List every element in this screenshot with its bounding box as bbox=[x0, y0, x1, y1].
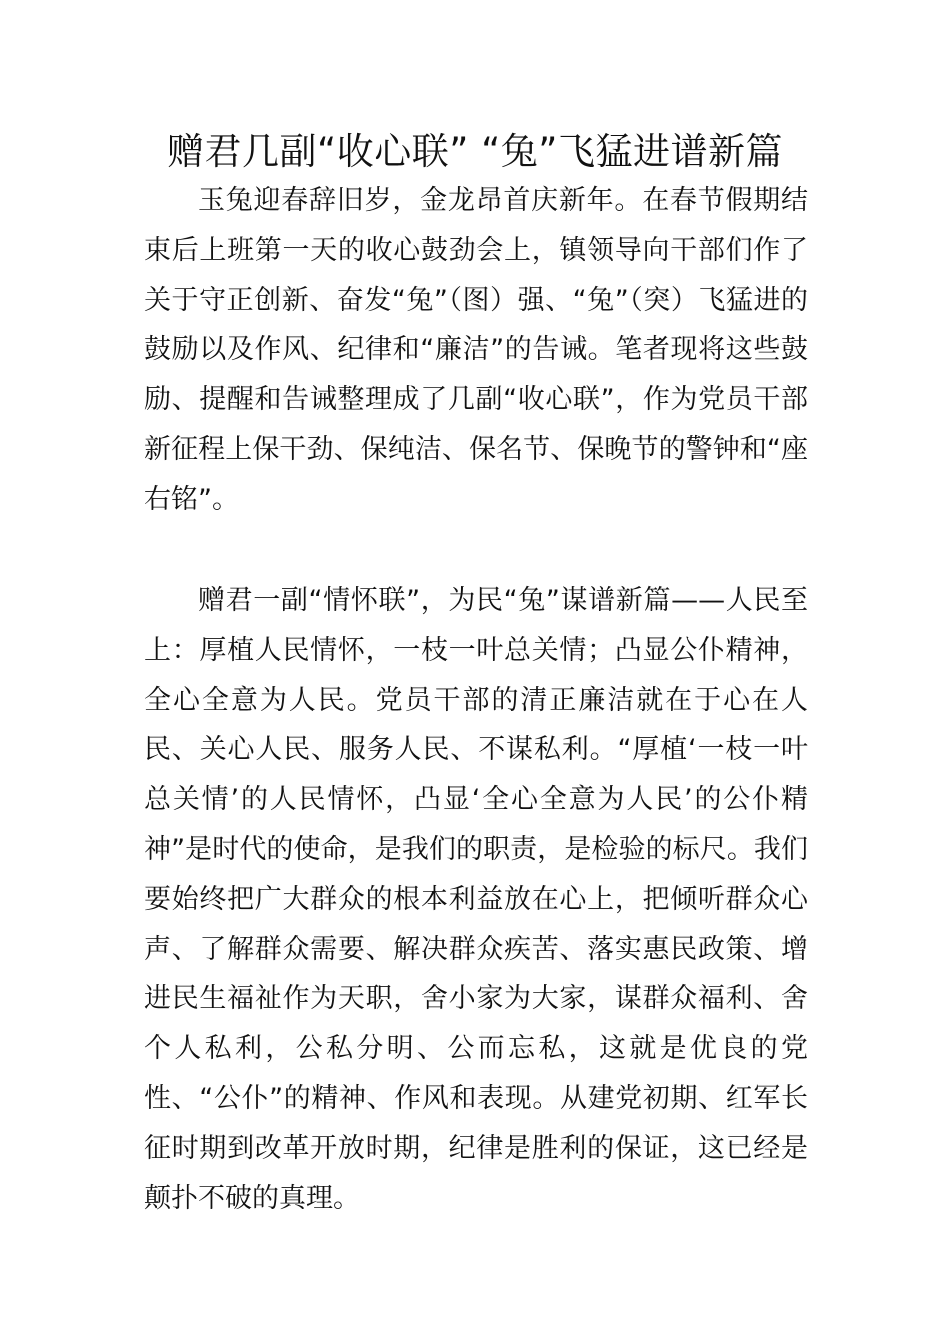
paragraph-intro: 玉兔迎春辞旧岁，金龙昂首庆新年。在春节假期结束后上班第一天的收心鼓劲会上，镇领导向干部们作了关于守正创新、奋发“兔”（图）强、“兔”（突）飞猛进的鼓励以及作风、纪律和“廉洁”的告诫。笔者现将这些鼓励、提醒和告诫整理成了几副“收心联”，作为党员干部新征程上保干劲、保纯洁、保名节、保晚节的警钟和“座右铭”。 bbox=[144, 185, 808, 515]
document-title: 赠君几副“收心联” “兔”飞猛进谱新篇 bbox=[167, 130, 783, 173]
paragraph-couplet-one: 赠君一副“情怀联”，为民“兔”谋谱新篇——人民至上：厚植人民情怀，一枝一叶总关情；凸显公仆精神，全心全意为人民。党员干部的清正廉洁就在于心在人民、关心人民、服务人民、不谋私利。“厚植‘一枝一叶总关情’的人民情怀，凸显‘全心全意为人民’的公仆精神”是时代的使命，是我们的职责，是检验的标尺。我们要始终把广大群众的根本利益放在心上，把倾听群众心声、了解群众需要、解决群众疾苦、落实惠民政策、增进民生福祉作为天职，舍小家为大家，谋群众福利、舍个人私利，公私分明、公而忘私，这就是优良的党性、“公仆”的精神、作风和表现。从建党初期、红军长征时期到改革开放时期，纪律是胜利的保证，这已经是颠扑不破的真理。 bbox=[144, 585, 808, 1214]
